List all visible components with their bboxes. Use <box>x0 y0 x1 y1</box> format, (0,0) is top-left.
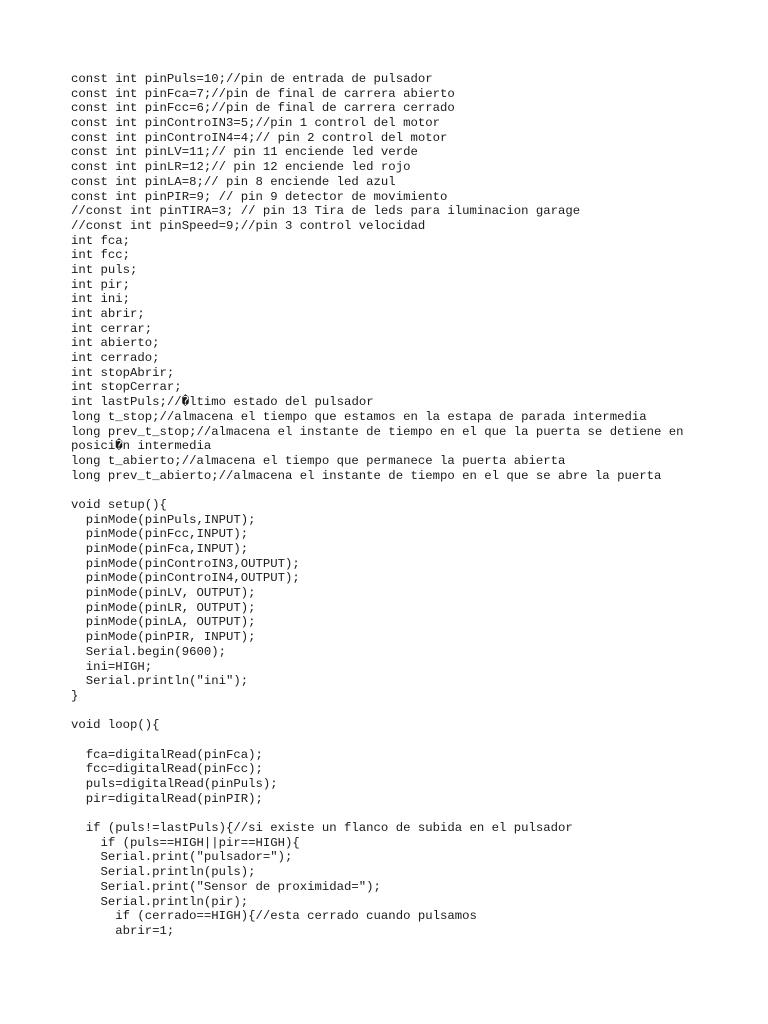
code-line: if (cerrado==HIGH){//esta cerrado cuando pulsamos <box>71 909 477 924</box>
code-line: Serial.println("ini"); <box>71 674 249 689</box>
code-line: //const int pinTIRA=3; // pin 13 Tira de leds para iluminacion garage <box>71 204 581 219</box>
code-line: pinMode(pinFcc,INPUT); <box>71 527 249 542</box>
code-line: const int pinPuls=10;//pin de entrada de pulsador <box>71 72 433 86</box>
code-line: fca=digitalRead(pinFca); <box>71 747 263 762</box>
code-line: posici�n intermedia <box>71 439 212 454</box>
code-line: int stopAbrir; <box>71 365 175 380</box>
code-line: abrir=1; <box>71 923 175 938</box>
code-line: long t_abierto;//almacena el tiempo que permanece la puerta abierta <box>71 453 566 468</box>
code-line: void loop(){ <box>71 718 160 733</box>
code-line: Serial.begin(9600); <box>71 644 226 659</box>
code-line: pinMode(pinLA, OUTPUT); <box>71 615 256 630</box>
code-line <box>71 704 751 719</box>
code-line: void setup(){ <box>71 497 167 512</box>
code-line: const int pinLA=8;// pin 8 enciende led azul <box>71 174 396 189</box>
code-line: int stopCerrar; <box>71 380 182 395</box>
code-line: puls=digitalRead(pinPuls); <box>71 777 278 791</box>
code-line: pinMode(pinControIN4,OUTPUT); <box>71 571 300 586</box>
code-line <box>71 806 751 821</box>
code-line: ini=HIGH; <box>71 659 153 674</box>
code-line: int cerrar; <box>71 321 153 336</box>
code-line: long prev_t_abierto;//almacena el instante de tiempo en el que se abre la puerta <box>71 468 662 483</box>
code-line: int fcc; <box>71 248 131 263</box>
code-line: //const int pinSpeed=9;//pin 3 control velocidad <box>71 218 426 233</box>
code-line: pir=digitalRead(pinPIR); <box>71 791 263 806</box>
code-line: if (puls!=lastPuls){//si existe un flanco de subida en el pulsador <box>71 821 573 836</box>
code-line: int pir; <box>71 277 131 292</box>
code-line: pinMode(pinLV, OUTPUT); <box>71 586 256 601</box>
code-line: const int pinFca=7;//pin de final de carrera abierto <box>71 86 455 101</box>
code-line: if (puls==HIGH||pir==HIGH){ <box>71 835 300 850</box>
code-line: const int pinControIN3=5;//pin 1 control del motor <box>71 116 440 131</box>
code-line: int ini; <box>71 292 131 307</box>
code-line: pinMode(pinPuls,INPUT); <box>71 512 256 527</box>
code-line: pinMode(pinPIR, INPUT); <box>71 630 256 645</box>
code-line: long prev_t_stop;//almacena el instante de tiempo en el que la puerta se detiene en <box>71 424 684 439</box>
code-line: long t_stop;//almacena el tiempo que estamos en la estapa de parada intermedia <box>71 409 647 424</box>
code-line: int puls; <box>71 262 138 277</box>
code-line <box>71 483 751 498</box>
code-line: Serial.print("pulsador="); <box>71 850 293 865</box>
code-line: const int pinControIN4=4;// pin 2 control del motor <box>71 130 448 145</box>
code-line: pinMode(pinControIN3,OUTPUT); <box>71 556 300 571</box>
code-listing <box>71 72 751 939</box>
code-line: const int pinPIR=9; // pin 9 detector de movimiento <box>71 189 448 204</box>
code-line: } <box>71 688 79 703</box>
code-line: Serial.println(puls); <box>71 865 256 880</box>
code-line: const int pinLV=11;// pin 11 enciende led verde <box>71 145 418 160</box>
code-line: const int pinLR=12;// pin 12 enciende led rojo <box>71 160 411 175</box>
code-line: pinMode(pinFca,INPUT); <box>71 542 249 556</box>
code-line: Serial.print("Sensor de proximidad="); <box>71 879 381 894</box>
code-line: int lastPuls;//�ltimo estado del pulsador <box>71 395 374 410</box>
code-line: int abierto; <box>71 336 160 351</box>
code-line: Serial.println(pir); <box>71 894 249 909</box>
code-line: int abrir; <box>71 307 145 321</box>
code-line: int fca; <box>71 233 131 248</box>
code-line <box>71 733 751 748</box>
code-line: fcc=digitalRead(pinFcc); <box>71 762 263 777</box>
code-line: pinMode(pinLR, OUTPUT); <box>71 600 256 615</box>
code-line: const int pinFcc=6;//pin de final de carrera cerrado <box>71 101 455 116</box>
code-line: int cerrado; <box>71 351 160 366</box>
